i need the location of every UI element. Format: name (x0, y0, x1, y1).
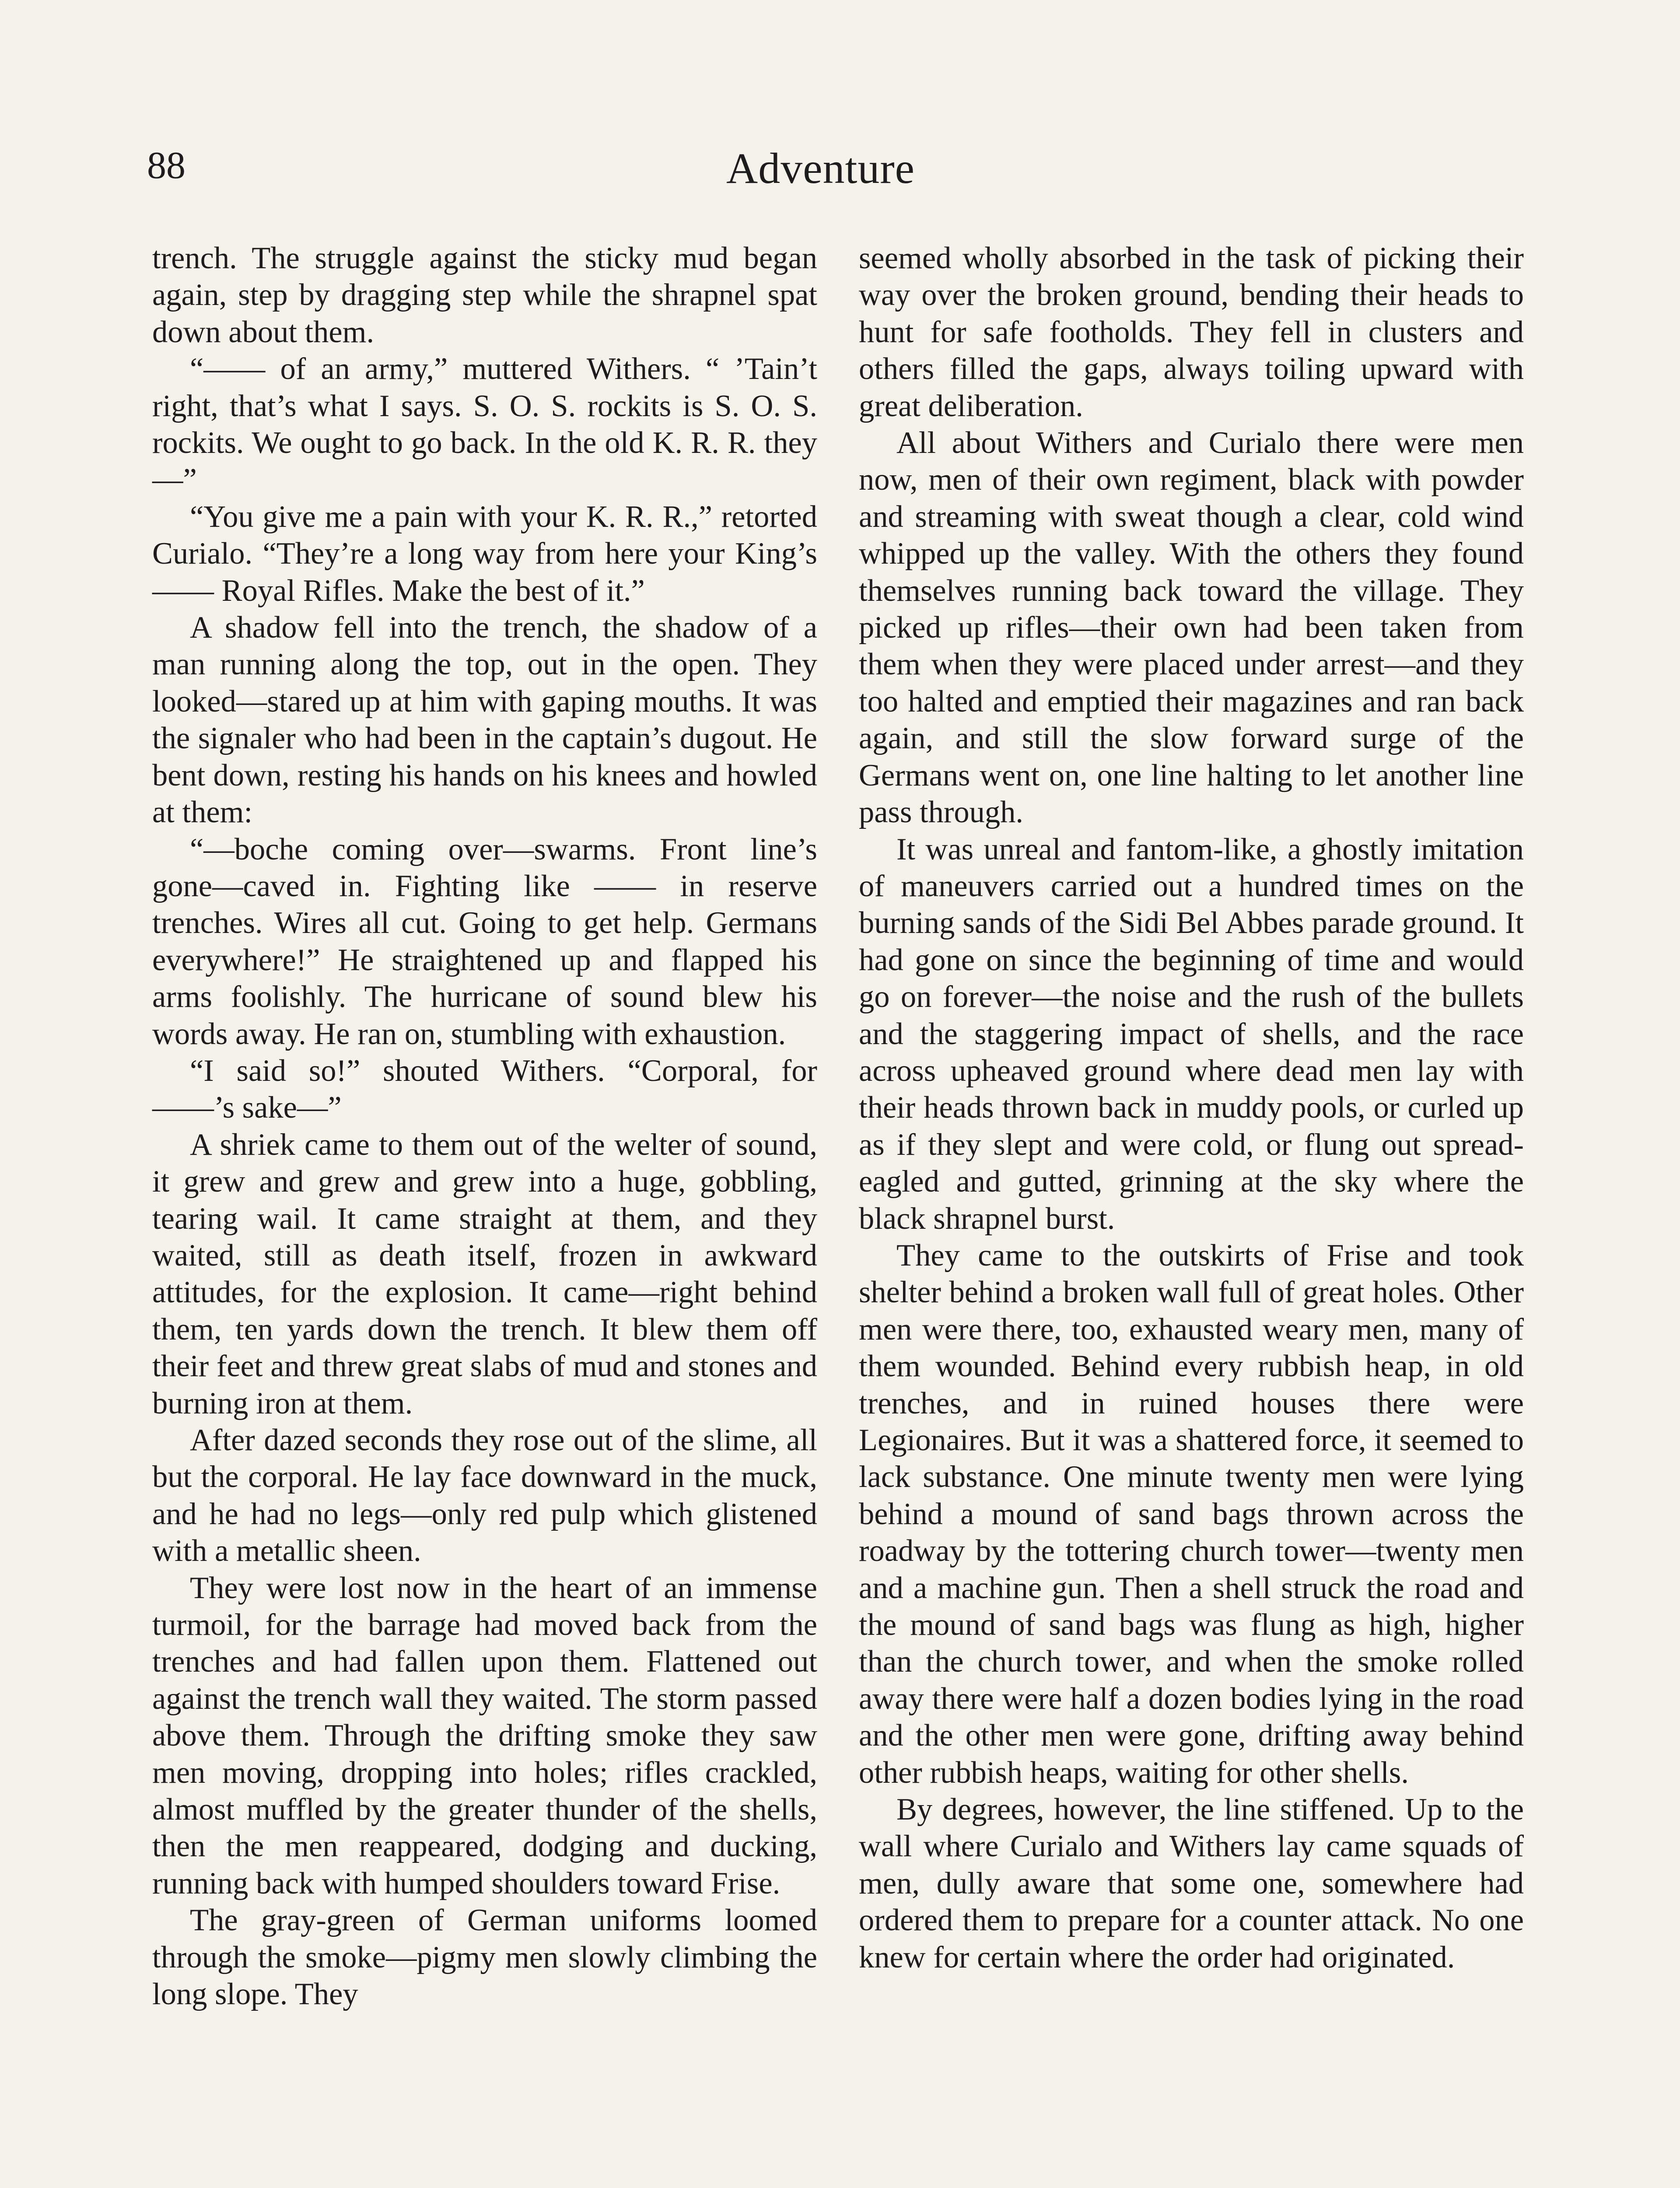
paragraph: They came to the outskirts of Frise and took shelter behind a broken wall full of great holes. Other men were there, too, exhausted weary men, many of them wounded. Behind every rubbish heap, in old trenches, and in ruined houses there were Legionaires. But it was a shattered force, it seemed to lack substance. One minute twenty men were lying behind a mound of sand bags thrown across the roadway by the tottering church tower—twenty men and a machine gun. Then a shell struck the road and the mound of sand bags was flung as high, higher than the church tower, and when the smoke rolled away there were half a dozen bodies lying in the road and the other men were gone, drifting away behind other rubbish heaps, waiting for other shells. (859, 1238, 1524, 1790)
paragraph: The gray-green of German uniforms loomed through the smoke—pigmy men slowly climbing the long slope. They (152, 1903, 817, 2012)
page-number: 88 (147, 144, 186, 187)
paragraph: “—— of an army,” muttered Withers. “ ’Tain’t right, that’s what I says. S. O. S. rockits is S. O. S. rockits. We ought to go back. In the old K. R. R. they—” (152, 352, 817, 497)
running-head: Adventure (726, 144, 915, 193)
paragraph: “—boche coming over—swarms. Front line’s gone—caved in. Fighting like —— in reserve trenches. Wires all cut. Going to get help. Germans everywhere!” He straightened up and flapped his arms foolishly. The hurricane of sound blew his words away. He ran on, stumbling with exhaustion. (152, 832, 817, 1051)
left-column (152, 240, 817, 2013)
paragraph: “I said so!” shouted Withers. “Corporal, for ——’s sake—” (152, 1053, 817, 1125)
paragraph: By degrees, however, the line stiffened. Up to the wall where Curialo and Withers lay came squads of men, dully aware that some one, somewhere had ordered them to prepare for a counter attack. No one knew for certain where the order had originated. (859, 1792, 1524, 1974)
paragraph: seemed wholly absorbed in the task of picking their way over the broken ground, bending their heads to hunt for safe footholds. They fell in clusters and others filled the gaps, always toiling upward with great deliberation. (859, 241, 1524, 423)
paragraph: A shriek came to them out of the welter of sound, it grew and grew and grew into a huge, gobbling, tearing wail. It came straight at them, and they waited, still as death itself, frozen in awkward attitudes, for the explosion. It came—right behind them, ten yards down the trench. It blew them off their feet and threw great slabs of mud and stones and burning iron at them. (152, 1127, 817, 1420)
paragraph: They were lost now in the heart of an immense turmoil, for the barrage had moved back from the trenches and had fallen upon them. Flattened out against the trench wall they waited. The storm passed above them. Through the drifting smoke they saw men moving, dropping into holes; rifles crackled, almost muffled by the greater thunder of the shells, then the men reappeared, dodging and ducking, running back with humped shoulders toward Frise. (152, 1571, 817, 1900)
paragraph: A shadow fell into the trench, the shadow of a man running along the top, out in the open. They looked—stared up at him with gaping mouths. It was the signaler who had been in the captain’s dugout. He bent down, resting his hands on his knees and howled at them: (152, 610, 817, 830)
paragraph: trench. The struggle against the sticky mud began again, step by dragging step while the shrapnel spat down about them. (152, 241, 817, 349)
paragraph: “You give me a pain with your K. R. R.,” retorted Curialo. “They’re a long way from here your King’s —— Royal Rifles. Make the best of it.” (152, 499, 817, 608)
right-column (859, 240, 1524, 1976)
paragraph: After dazed seconds they rose out of the slime, all but the corporal. He lay face downward in the muck, and he had no legs—only red pulp which glistened with a metallic sheen. (152, 1423, 817, 1568)
paragraph: All about Withers and Curialo there were men now, men of their own regiment, black with powder and streaming with sweat though a clear, cold wind whipped up the valley. With the others they found themselves running back toward the village. They picked up rifles—their own had been taken from them when they were placed under arrest—and they too halted and emptied their magazines and ran back again, and still the slow forward surge of the Germans went on, one line halting to let another line pass through. (859, 426, 1524, 830)
paragraph: It was unreal and fantom-like, a ghostly imitation of maneuvers carried out a hundred times on the burning sands of the Sidi Bel Abbes parade ground. It had gone on since the beginning of time and would go on forever—the noise and the rush of the bullets and the staggering impact of shells, and the race across upheaved ground where dead men lay with their heads thrown back in muddy pools, or curled up as if they slept and were cold, or flung out spread-eagled and gutted, grinning at the sky where the black shrapnel burst. (859, 832, 1524, 1236)
